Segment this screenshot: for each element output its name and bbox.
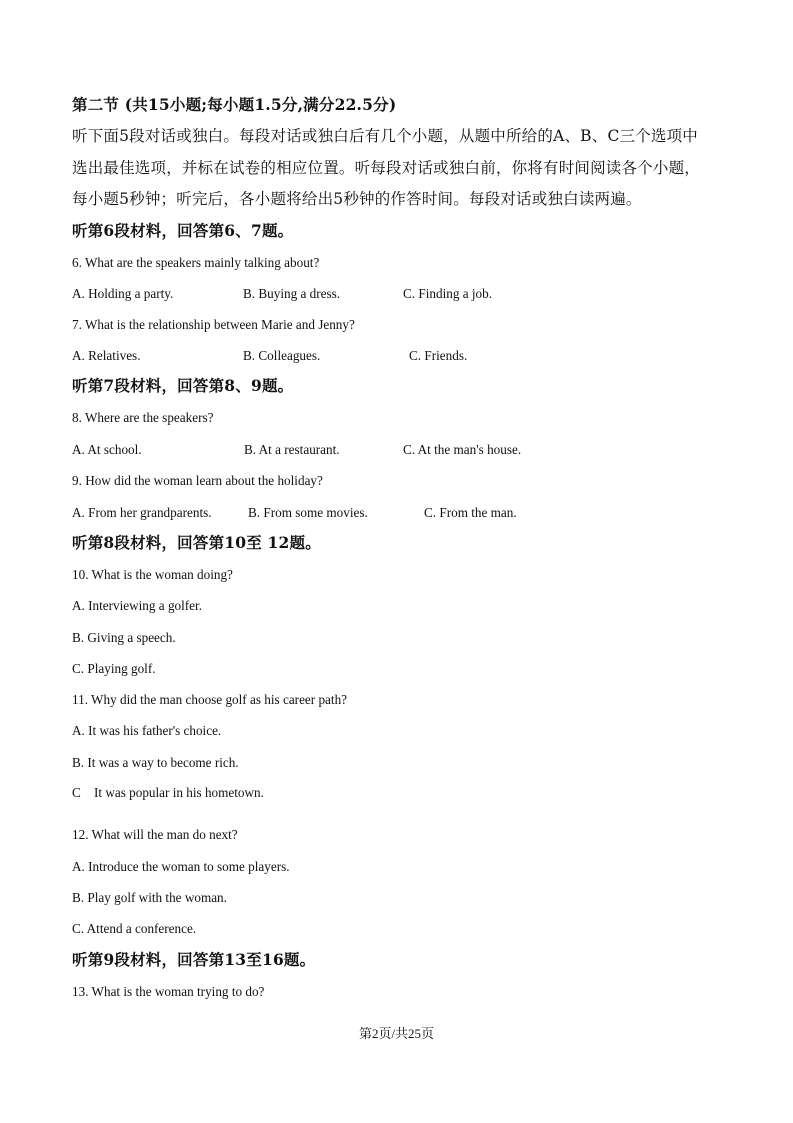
question-11-option-b: B. It was a way to become rich.: [72, 755, 239, 770]
question-10-option-c: C. Playing golf.: [72, 661, 156, 676]
question-8-option-a: A. At school.: [72, 442, 142, 457]
instruction-line-2: 选出最佳选项，并标在试卷的相应位置。听每段对话或独白前，你将有时间阅读各个小题，: [72, 159, 701, 177]
question-10-text: 10. What is the woman doing?: [72, 567, 233, 582]
question-8-option-b: B. At a restaurant.: [244, 442, 340, 457]
question-12-option-a: A. Introduce the woman to some players.: [72, 859, 290, 874]
question-6-option-a: A. Holding a party.: [72, 286, 174, 301]
question-11-option-c: C It was popular in his hometown.: [72, 785, 264, 800]
question-7-text: 7. What is the relationship between Marie and Jenny?: [72, 317, 355, 332]
question-13-text: 13. What is the woman trying to do?: [72, 984, 265, 999]
question-12-text: 12. What will the man do next?: [72, 827, 238, 842]
question-9-option-c: C. From the man.: [424, 505, 517, 520]
question-6-option-c: C. Finding a job.: [403, 286, 493, 301]
question-12-option-c: C. Attend a conference.: [72, 921, 197, 936]
question-11-text: 11. Why did the man choose golf as his career path?: [72, 692, 348, 707]
section-title: 第二节 (共15小题;每小题1.5分,满分22.5分): [72, 95, 397, 114]
question-11-option-a: A. It was his father's choice.: [72, 723, 222, 738]
material-6-header: 听第6段材料，回答第6、7题。: [72, 221, 294, 240]
question-9-option-a: A. From her grandparents.: [72, 505, 212, 520]
material-9-header: 听第9段材料，回答第13至16题。: [72, 950, 316, 969]
question-12-option-b: B. Play golf with the woman.: [72, 890, 227, 905]
question-9-text: 9. How did the woman learn about the holiday?: [72, 473, 323, 488]
question-8-option-c: C. At the man's house.: [403, 442, 522, 457]
question-10-option-b: B. Giving a speech.: [72, 630, 176, 645]
question-9-option-b: B. From some movies.: [248, 505, 368, 520]
question-10-option-a: A. Interviewing a golfer.: [72, 598, 203, 613]
question-7-option-c: C. Friends.: [409, 348, 468, 363]
question-8-text: 8. Where are the speakers?: [72, 410, 214, 425]
question-6-option-b: B. Buying a dress.: [243, 286, 341, 301]
material-8-header: 听第8段材料，回答第10至 12题。: [72, 533, 321, 552]
instruction-line-1: 听下面5段对话或独白。每段对话或独白后有几个小题，从题中所给的A、B、C三个选项中: [72, 127, 699, 145]
question-7-option-a: A. Relatives.: [72, 348, 141, 363]
question-6-text: 6. What are the speakers mainly talking about?: [72, 255, 320, 270]
page-footer: 第2页/共25页: [358, 1026, 435, 1041]
material-7-header: 听第7段材料，回答第8、9题。: [72, 376, 294, 395]
instruction-line-3: 每小题5秒钟；听完后，各小题将给出5秒钟的作答时间。每段对话或独白读两遍。: [72, 190, 642, 208]
question-7-option-b: B. Colleagues.: [243, 348, 321, 363]
